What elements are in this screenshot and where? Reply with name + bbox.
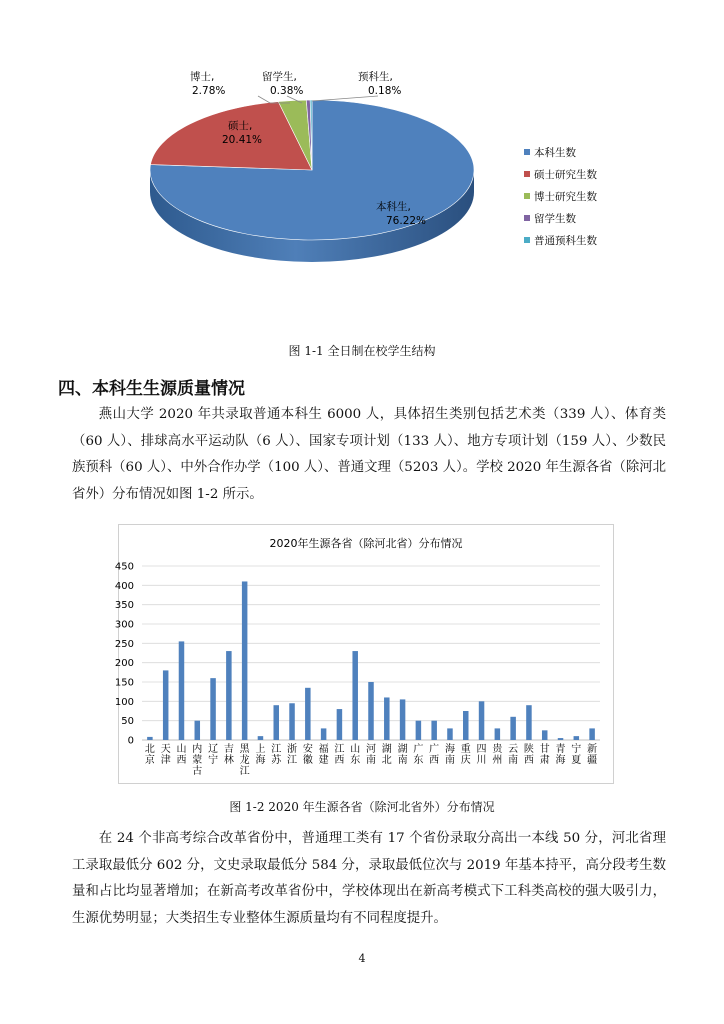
bar-甘肃 bbox=[542, 730, 548, 740]
chart-title: 2020年生源各省（除河北省）分布情况 bbox=[269, 537, 463, 550]
bar-海南 bbox=[447, 728, 453, 740]
y-tick-label: 0 bbox=[127, 735, 134, 747]
y-tick-label: 200 bbox=[114, 658, 134, 670]
bar-湖南 bbox=[400, 699, 406, 740]
pie-label-value-prep: 0.18% bbox=[368, 85, 402, 97]
bar-黑龙江 bbox=[242, 581, 248, 740]
y-tick-label: 450 bbox=[114, 561, 134, 573]
x-tick-label: 山西 bbox=[176, 744, 187, 766]
bar-浙江 bbox=[289, 703, 295, 740]
bar-河南 bbox=[368, 682, 374, 740]
pie-label-value-master: 20.41% bbox=[222, 134, 263, 146]
bar-山西 bbox=[179, 641, 185, 740]
x-tick-label: 江苏 bbox=[271, 744, 282, 766]
figure1-caption: 图 1-1 全日制在校学生结构 bbox=[288, 344, 436, 358]
y-tick-label: 250 bbox=[114, 638, 134, 650]
x-tick-label: 海南 bbox=[444, 744, 455, 766]
bar-江西 bbox=[337, 709, 343, 740]
bar-青海 bbox=[558, 738, 564, 740]
page-number: 4 bbox=[358, 952, 366, 965]
pie-label-value-doctor: 2.78% bbox=[192, 85, 226, 97]
y-tick-label: 150 bbox=[114, 677, 134, 689]
x-tick-label: 甘肃 bbox=[539, 744, 550, 766]
bar-内蒙古 bbox=[195, 721, 201, 740]
pie-label-name-doctor: 博士, bbox=[190, 71, 215, 83]
pie-label-name-master: 硕士, bbox=[228, 120, 253, 132]
bar-山东 bbox=[352, 651, 358, 740]
x-tick-label: 吉林 bbox=[223, 744, 234, 766]
x-tick-label: 天津 bbox=[160, 744, 171, 766]
bar-北京 bbox=[147, 737, 153, 740]
bar-陕西 bbox=[526, 705, 532, 740]
bar-重庆 bbox=[463, 711, 469, 740]
bar-安徽 bbox=[305, 688, 311, 740]
bar-广西 bbox=[431, 721, 437, 740]
bar-宁夏 bbox=[574, 736, 580, 740]
x-tick-label: 湖北 bbox=[381, 744, 392, 766]
x-tick-label: 黑龙江 bbox=[239, 744, 250, 777]
x-tick-label: 新疆 bbox=[587, 744, 598, 766]
x-tick-label: 四川 bbox=[476, 744, 487, 766]
legend-item: 硕士研究生数 bbox=[534, 169, 597, 181]
bar-福建 bbox=[321, 728, 327, 740]
bar-贵州 bbox=[495, 728, 501, 740]
x-tick-label: 青海 bbox=[555, 744, 566, 766]
bar-湖北 bbox=[384, 697, 390, 740]
x-tick-label: 北京 bbox=[144, 744, 155, 766]
paragraph-text: 在 24 个非高考综合改革省份中，普通理工类有 17 个省份录取分高出一本线 50 分，河北省理工录取最低分 602 分，文史录取最低分 584 分，录取最低位次与 2019 年基本持平，高分段考生数量和占比均显著增加；在新高考改革省份中，学校体现出在新高考模式下工科类高校的强大吸引力，生源优势明显；大类招生专业整体生源质量均有不同程度提升。 bbox=[72, 831, 666, 926]
x-tick-label: 福建 bbox=[318, 744, 329, 766]
x-tick-label: 上海 bbox=[255, 744, 266, 766]
y-tick-label: 50 bbox=[121, 716, 134, 728]
bar-辽宁 bbox=[210, 678, 216, 740]
x-tick-label: 内蒙古 bbox=[192, 744, 203, 777]
x-tick-label: 山东 bbox=[350, 744, 361, 766]
legend-item: 普通预科生数 bbox=[534, 235, 597, 247]
body-paragraph-2 bbox=[72, 826, 666, 932]
paragraph-text: 燕山大学 2020 年共录取普通本科生 6000 人，具体招生类别包括艺术类（339 人）、体育类（60 人）、排球高水平运动队（6 人）、国家专项计划（133 人）、地方专项计划（159 人）、少数民族预科（60 人）、中外合作办学（100 人）、普通文理（5203 人）。学校 2020 年生源各省（除河北省外）分布情况如图 1-2 所示。 bbox=[72, 407, 666, 502]
section-heading: 四、本科生生源质量情况 bbox=[58, 379, 245, 399]
x-tick-label: 云南 bbox=[508, 744, 519, 766]
legend-item: 博士研究生数 bbox=[534, 191, 597, 203]
bar-云南 bbox=[510, 717, 516, 740]
x-tick-label: 湖南 bbox=[397, 744, 408, 766]
x-tick-label: 宁夏 bbox=[571, 744, 582, 766]
bar-新疆 bbox=[589, 728, 595, 740]
y-tick-label: 300 bbox=[114, 619, 134, 631]
legend-item: 留学生数 bbox=[534, 213, 576, 225]
pie-label-name-foreign: 留学生, bbox=[262, 71, 297, 83]
x-tick-label: 安徽 bbox=[302, 744, 313, 766]
x-tick-label: 广东 bbox=[413, 744, 424, 766]
x-tick-label: 重庆 bbox=[460, 744, 471, 766]
y-tick-label: 400 bbox=[114, 580, 134, 592]
x-tick-label: 浙江 bbox=[287, 744, 298, 766]
bar-四川 bbox=[479, 701, 485, 740]
x-tick-label: 辽宁 bbox=[208, 744, 219, 766]
pie-label-value-foreign: 0.38% bbox=[270, 85, 304, 97]
y-tick-label: 100 bbox=[114, 696, 134, 708]
y-tick-label: 350 bbox=[114, 600, 134, 612]
legend-item: 本科生数 bbox=[534, 147, 576, 159]
x-tick-label: 贵州 bbox=[492, 744, 503, 766]
x-tick-label: 河南 bbox=[366, 744, 376, 766]
pie-label-name-prep: 预科生, bbox=[358, 71, 393, 83]
figure2-caption: 图 1-2 2020 年生源各省（除河北省外）分布情况 bbox=[229, 800, 495, 814]
x-tick-label: 江西 bbox=[334, 744, 345, 766]
bar-上海 bbox=[258, 736, 264, 740]
bar-天津 bbox=[163, 670, 169, 740]
pie-label-name-undergrad: 本科生, bbox=[376, 201, 411, 213]
bar-吉林 bbox=[226, 651, 232, 740]
bar-广东 bbox=[416, 721, 422, 740]
pie-label-value-undergrad: 76.22% bbox=[386, 215, 427, 227]
x-tick-label: 陕西 bbox=[523, 744, 534, 766]
x-tick-label: 广西 bbox=[429, 744, 440, 766]
bar-江苏 bbox=[273, 705, 279, 740]
